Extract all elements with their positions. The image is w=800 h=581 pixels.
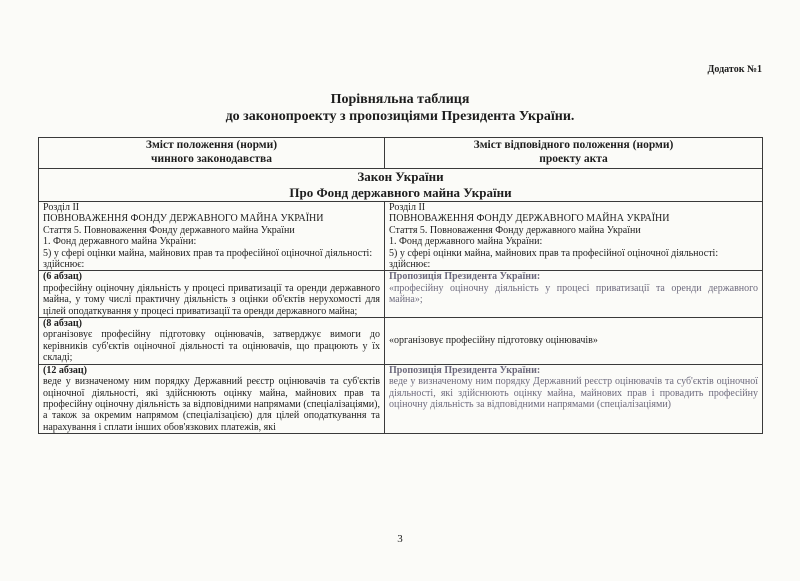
row2-right-text: «професійну оціночну діяльність у процесі приватизації та оренди державного майна»; [389,282,758,306]
header-right-line1: Зміст відповідного положення (норми) [473,139,674,151]
row2-proposal-heading: Пропозиція Президента України: [389,271,541,283]
row2-right-cell [385,271,763,318]
header-current-law [39,138,385,169]
row1-left-line: здійснює: [43,259,85,271]
row1-left-line: Стаття 5. Повноваження Фонду державного майна України [43,224,295,236]
row1-left-line: ПОВНОВАЖЕННЯ ФОНДУ ДЕРЖАВНОГО МАЙНА УКРАЇНИ [43,213,324,225]
table-row [39,202,763,271]
row3-left-heading: (8 абзац) [43,318,82,330]
row1-right-line: ПОВНОВАЖЕННЯ ФОНДУ ДЕРЖАВНОГО МАЙНА УКРАЇНИ [389,213,670,225]
document-title: Порівняльна таблиця [330,92,470,107]
row3-right-cell [385,318,763,365]
appendix-label: Додаток №1 [707,64,762,75]
row1-left-line: 5) у сфері оцінки майна, майнових прав та професійної оціночної діяльності: [43,247,373,259]
row4-left-text: веде у визначеному ним порядку Державний реєстр оцінювачів та суб'єктів оціночної діяльності, які здійснюють оцінку майна, майнових прав та професійну оціночну діяльність за відповідними напрямами (спеціалізаціями), а також за окремим напрямом (спеціалізацією) для цілей оподаткування та нарахування і сплати інших обов'язкових платежів, які [43,376,380,433]
row1-left-cell [39,202,385,271]
comparison-table [38,137,763,434]
header-draft-act [385,138,763,169]
row1-right-cell [385,202,763,271]
row1-left-line: 1. Фонд державного майна України: [43,236,197,248]
document-subtitle: до законопроекту з пропозиціями Президента України. [225,109,575,124]
law-title-line1: Закон України [357,169,444,184]
row4-left-cell [39,364,385,433]
law-title-line2: Про Фонд державного майна України [289,185,512,200]
law-title-row [39,169,763,202]
row4-right-cell [385,364,763,433]
row1-right-line: здійснює: [389,259,431,271]
header-right-line2: проекту акта [539,153,608,165]
page-number: 3 [397,533,403,545]
row1-left-line: Розділ II [43,202,80,213]
table-row [39,318,763,365]
row2-left-cell [39,271,385,318]
row3-left-text: організовує професійну підготовку оцінювачів, затверджує вимоги до керівників суб'єктів оціночної діяльності та оцінювачів, що працюють у їх складі; [43,329,380,364]
row4-left-heading: (12 абзац) [43,364,87,376]
row4-right-text: веде у визначеному ним порядку Державний реєстр оцінювачів та суб'єктів оціночної діяльності, які здійснюють оцінку майна, майнових прав і провадить професійну оціночну діяльність за відповідними напрямами (спеціалізаціями) [389,376,758,410]
law-title [39,169,763,202]
row1-right-line: Стаття 5. Повноваження Фонду державного майна України [389,224,641,236]
table-header-row [39,138,763,169]
header-left-line2: чинного законодавства [151,153,272,165]
row1-right-line: Розділ II [389,202,426,213]
row2-left-heading: (6 абзац) [43,271,82,283]
row3-right-text: «організовує професійну підготовку оцінювачів» [389,335,598,347]
row1-right-line: 5) у сфері оцінки майна, майнових прав та професійної оціночної діяльності: [389,247,719,259]
row4-proposal-heading: Пропозиція Президента України: [389,364,541,376]
row2-left-text: професійну оціночну діяльність у процесі приватизації та оренди державного майна, у тому числі практичну діяльність з оцінки об'єктів нерухомості для цілей оподаткування у процесі приватизації та оренди державного майна; [43,282,380,317]
header-left-line1: Зміст положення (норми) [145,139,278,151]
table-row [39,271,763,318]
table-row [39,364,763,433]
row1-right-line: 1. Фонд державного майна України: [389,236,543,248]
row3-left-cell [39,318,385,365]
